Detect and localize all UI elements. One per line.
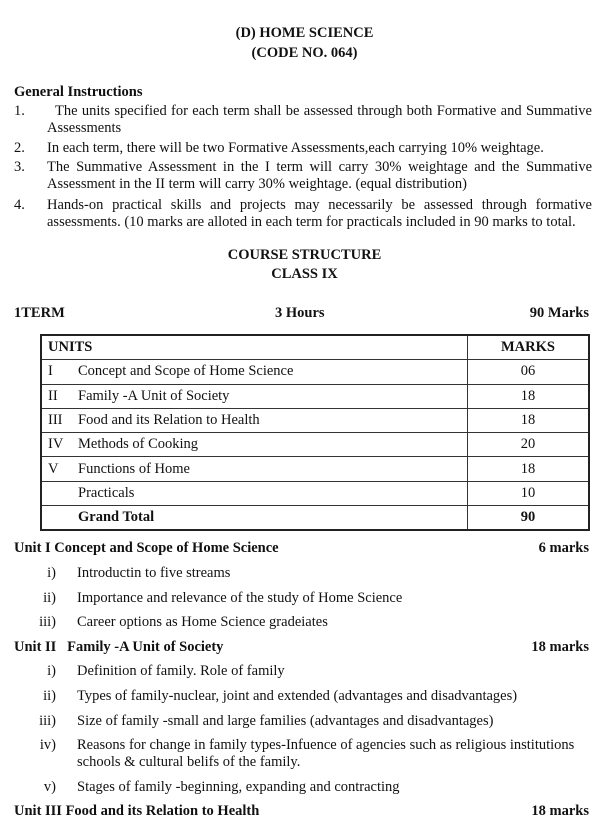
unit1-title: Unit I Concept and Scope of Home Science (14, 540, 279, 556)
instruction-number: 2. (14, 140, 25, 156)
table-row (41, 384, 589, 408)
unit-marks: 18 (468, 457, 590, 481)
table-row (41, 457, 589, 481)
unit-number: V (41, 457, 76, 481)
unit-marks: 20 (468, 433, 590, 457)
list-number: iv) (39, 737, 56, 753)
list-text: Introductin to five streams (77, 565, 231, 581)
term-hours: 3 Hours (275, 305, 325, 321)
table-header-row (41, 335, 589, 360)
term-marks: 90 Marks (529, 305, 589, 321)
unit-marks: 06 (468, 360, 590, 384)
units-table (40, 334, 590, 531)
unit-marks: 10 (468, 481, 590, 505)
units-header: UNITS (41, 335, 468, 360)
grand-total-label: Grand Total (76, 506, 468, 531)
list-number: iii) (39, 713, 56, 729)
instruction-text: Hands-on practical skills and projects may necessarily be assessed through formative assessments. (10 marks are alloted in each term for practicals included in 90 marks to total. (47, 197, 592, 230)
course-structure-title: COURSE STRUCTURE (227, 247, 382, 263)
marks-header: MARKS (468, 335, 590, 360)
unit-name: Practicals (76, 481, 468, 505)
list-text: Stages of family -beginning, expanding and contracting (77, 779, 400, 795)
unit-marks: 18 (468, 408, 590, 432)
unit-name: Functions of Home (76, 457, 468, 481)
list-number: i) (47, 565, 56, 581)
instruction-text: The units specified for each term shall be assessed through both Formative and Summative Assessments (47, 103, 592, 136)
table-row (41, 481, 589, 505)
table-row (41, 360, 589, 384)
instruction-text: In each term, there will be two Formative Assessments,each carrying 10% weightage. (47, 140, 544, 156)
table-row (41, 433, 589, 457)
unit2-marks: 18 marks (531, 639, 589, 655)
unit-name: Food and its Relation to Health (76, 408, 468, 432)
unit-number: III (41, 408, 76, 432)
unit-number: IV (41, 433, 76, 457)
instruction-number: 1. (14, 103, 25, 119)
list-number: ii) (43, 590, 56, 606)
unit-marks: 18 (468, 384, 590, 408)
unit2-title: Unit II Family -A Unit of Society (14, 639, 224, 655)
table-total-row (41, 506, 589, 531)
unit1-marks: 6 marks (538, 540, 589, 556)
grand-total-marks: 90 (468, 506, 590, 531)
unit-number (41, 481, 76, 505)
unit-number: I (41, 360, 76, 384)
list-number: i) (47, 663, 56, 679)
instruction-text: The Summative Assessment in the I term will carry 30% weightage and the Summative Assessment in the II term will carry 30% weightage. (equal distribution) (47, 159, 592, 192)
unit-number: II (41, 384, 76, 408)
instruction-number: 3. (14, 159, 25, 175)
instructions-heading: General Instructions (14, 84, 143, 100)
unit-name: Concept and Scope of Home Science (76, 360, 468, 384)
list-number: ii) (43, 688, 56, 704)
class-title: CLASS IX (271, 266, 338, 282)
term-name: 1TERM (14, 305, 65, 321)
list-text: Career options as Home Science gradeiates (77, 614, 328, 630)
list-number: iii) (39, 614, 56, 630)
unit3-title: Unit III Food and its Relation to Health (14, 803, 260, 819)
subject-title: (D) HOME SCIENCE (235, 25, 374, 41)
unit-name: Methods of Cooking (76, 433, 468, 457)
list-text: Definition of family. Role of family (77, 663, 285, 679)
list-text: Reasons for change in family types-Infuence of agencies such as religious institutions schools & cultural belifs of the family. (77, 737, 575, 770)
instruction-number: 4. (14, 197, 25, 213)
unit-name: Family -A Unit of Society (76, 384, 468, 408)
table-row (41, 408, 589, 432)
list-text: Importance and relevance of the study of Home Science (77, 590, 403, 606)
list-number: v) (43, 779, 56, 795)
subject-code: (CODE NO. 064) (251, 45, 358, 61)
unit3-marks: 18 marks (531, 803, 589, 819)
list-text: Types of family-nuclear, joint and extended (advantages and disadvantages) (77, 688, 518, 704)
list-text: Size of family -small and large families (advantages and disadvantages) (77, 713, 494, 729)
